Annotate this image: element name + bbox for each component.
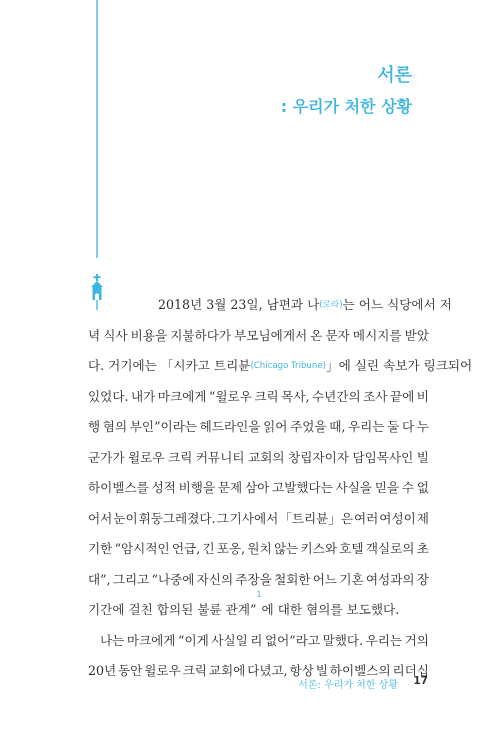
word: 온 <box>310 327 323 343</box>
word: 크릭 <box>182 663 207 678</box>
word: “윌로우 <box>208 388 252 404</box>
word: 교회의 <box>248 449 285 465</box>
decorative-rule-top <box>96 0 98 258</box>
word: 어서 <box>88 510 113 526</box>
word: 우리는 <box>348 419 385 434</box>
word: 메시지를 <box>352 327 402 343</box>
word: 긴 <box>202 541 215 556</box>
word: 혐의 <box>102 419 128 434</box>
word: 「트리뷴」은 <box>279 510 354 526</box>
word: 교회에 <box>208 663 246 678</box>
word: 말했다. <box>322 632 364 648</box>
text-line <box>88 412 429 443</box>
text-line <box>88 290 452 321</box>
word: 기한 <box>88 541 113 556</box>
word: 제 <box>416 510 429 526</box>
word: 빌 <box>315 663 328 678</box>
word: 우리는 <box>365 632 403 648</box>
word: 주장을 <box>235 571 272 587</box>
word: 윌로우 <box>144 663 181 678</box>
body-text <box>88 290 473 687</box>
word: 마크에게 <box>126 632 176 648</box>
word: 그 <box>216 510 229 526</box>
word: 목사, <box>281 388 310 404</box>
text-line <box>88 351 473 382</box>
word: 리 <box>250 632 263 648</box>
word: 있었다. <box>88 388 129 404</box>
text-line <box>88 626 429 657</box>
word: 눈이 <box>113 510 138 526</box>
text-line <box>88 382 429 413</box>
text-segment: 에 대한 혐의를 보도했다. <box>261 602 400 617</box>
word: 여러 <box>354 510 379 526</box>
word: 기사에서 <box>229 510 279 526</box>
word: 비 <box>416 388 429 404</box>
word: 없 <box>416 480 429 495</box>
word: 군가가 <box>88 449 125 465</box>
inline-note: (로라) <box>319 300 343 310</box>
word: 녁 <box>88 327 101 343</box>
word: 20년 <box>88 663 117 678</box>
text-line <box>88 321 429 352</box>
word: 담임목사인 <box>352 449 414 465</box>
word: 크릭 <box>168 449 193 465</box>
word: 항상 <box>289 663 314 678</box>
word: 조사 <box>363 388 388 404</box>
word: 받았 <box>404 327 429 343</box>
word: 성적 <box>151 480 176 495</box>
word: 초 <box>416 541 429 556</box>
word: 거의 <box>404 632 429 648</box>
word: 어느 <box>312 571 338 587</box>
word: 동안 <box>118 663 143 678</box>
word: 사실일 <box>211 632 248 648</box>
text-line <box>88 473 429 504</box>
word: 장 <box>416 571 429 587</box>
word: 다녔고, <box>247 663 288 678</box>
word: 원치 <box>247 541 272 556</box>
word: 윌로우 <box>128 449 165 465</box>
word: 부모님에게서 <box>234 327 308 343</box>
word: 않는 <box>273 541 299 556</box>
text-segment: 」에 실린 속보가 링크되어 <box>325 358 473 373</box>
text-line <box>88 443 429 474</box>
word: 여성과의 <box>365 571 415 587</box>
word: 비행을 <box>178 480 216 495</box>
word: 키스와 <box>300 541 338 556</box>
word: 커뮤니티 <box>195 449 245 465</box>
word: 끝에 <box>389 388 415 404</box>
word: 나는 <box>100 632 125 648</box>
word: 자신의 <box>196 571 234 587</box>
word: 비용을 <box>130 327 168 343</box>
word: 지불하다가 <box>170 327 232 343</box>
text-segment: 는 어느 식당에서 저 <box>342 297 452 312</box>
word: 크릭 <box>254 388 279 404</box>
word: 문자 <box>325 327 350 343</box>
word: 마크에게 <box>157 388 207 404</box>
word: 언급, <box>171 541 201 556</box>
text-segment: 2018년 3월 23일, 남편과 나 <box>158 297 320 312</box>
word: 행 <box>88 419 101 434</box>
word: 창립자이자 <box>288 449 349 465</box>
word: 읽어 <box>263 419 288 434</box>
text-line <box>88 504 429 535</box>
running-head: 서론: 우리가 처한 상황 <box>298 680 398 691</box>
word: “암시적인 <box>114 541 170 556</box>
word: 다 <box>401 419 415 434</box>
word: 수 <box>401 480 415 495</box>
word: 리더십 <box>392 663 429 678</box>
word: “나중에 <box>151 571 195 587</box>
text-line <box>88 590 429 626</box>
word: 빌 <box>416 449 429 465</box>
word: 휘둥그레졌다. <box>138 510 216 526</box>
word: 믿을 <box>374 480 400 495</box>
word: 사실을 <box>335 480 373 495</box>
chapter-subtitle: : 우리가 처한 상황 <box>280 97 412 116</box>
text-segment: 다. 거기에는 「시카고 트리뷴 <box>88 358 251 373</box>
footnote-reference: 1 <box>256 590 262 599</box>
word: 내가 <box>130 388 156 404</box>
inline-note: (Chicago Tribune) <box>250 361 326 371</box>
word: 없어”라고 <box>264 632 321 648</box>
word: 수년간의 <box>311 388 361 404</box>
text-line <box>88 534 429 565</box>
word: 고발했다는 <box>272 480 333 495</box>
word: 호텔 <box>339 541 364 556</box>
chapter-title: 서론 <box>377 65 412 86</box>
word: 철회한 <box>274 571 311 587</box>
word: 부인”이라는 <box>129 419 198 434</box>
word: 하이벨스의 <box>329 663 391 678</box>
word: 삼아 <box>244 480 270 495</box>
word: 주었을 <box>290 419 327 434</box>
word: 헤드라인을 <box>199 419 261 434</box>
word: 기혼 <box>339 571 364 587</box>
word: 객실로의 <box>365 541 415 556</box>
word: 대”, <box>88 571 111 587</box>
word: 여성이 <box>379 510 416 526</box>
word: “이게 <box>178 632 209 648</box>
word: 그리고 <box>112 571 150 587</box>
word: 문제 <box>217 480 243 495</box>
text-segment: 기간에 걸친 합의된 불륜 관계” <box>88 602 257 617</box>
word: 하이벨스를 <box>88 480 149 495</box>
word: 둘 <box>387 419 400 434</box>
word: 포옹, <box>216 541 246 556</box>
word: 식사 <box>103 327 128 343</box>
word: 때, <box>329 419 346 434</box>
page-number: 17 <box>413 675 428 687</box>
word: 누 <box>416 419 429 434</box>
